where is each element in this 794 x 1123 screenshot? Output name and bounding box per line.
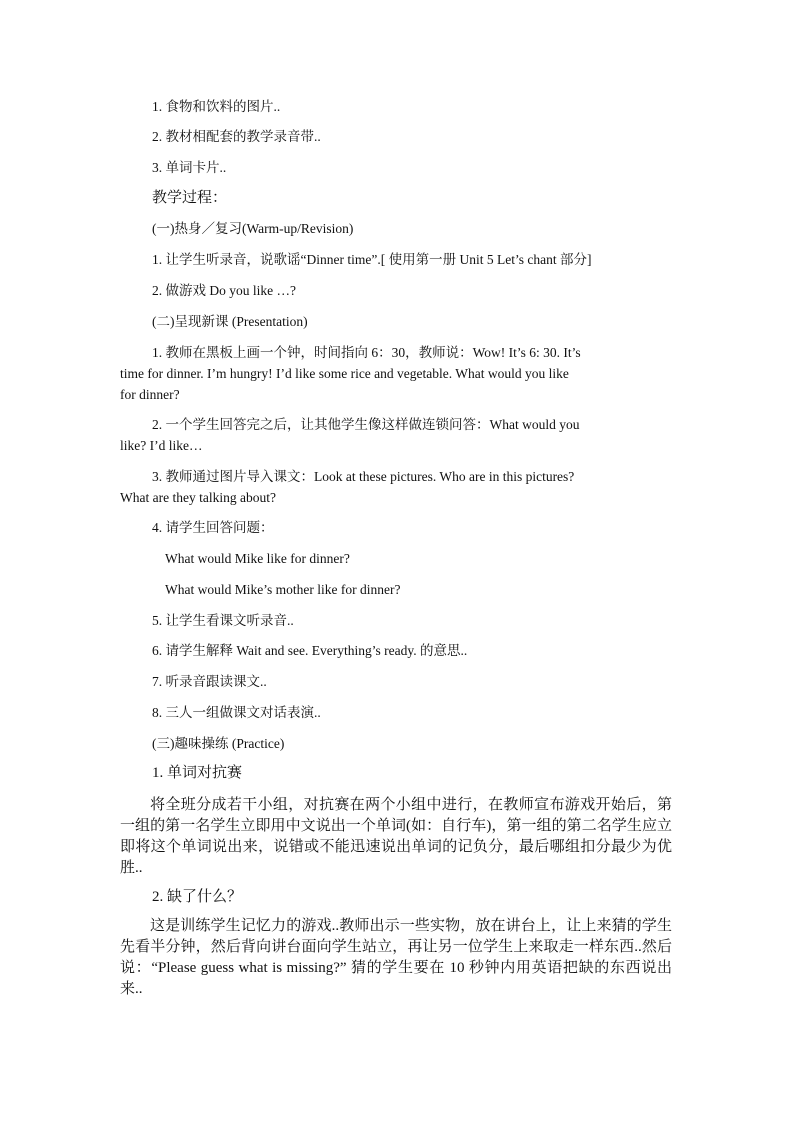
presentation-step-5: 5. 让学生看课文听录音.. bbox=[152, 613, 294, 628]
warmup-step-1: 1. 让学生听录音，说歌谣“Dinner time”.[ 使用第一册 Unit 5 Let’s chant 部分] bbox=[152, 252, 592, 267]
presentation-step-8: 8. 三人一组做课文对话表演.. bbox=[152, 705, 321, 720]
section-warmup-heading: (一)热身／复习(Warm-up/Revision) bbox=[152, 221, 354, 236]
presentation-step-1-line-1: 1. 教师在黑板上画一个钟，时间指向 6：30，教师说：Wow! It’s 6: 30. It’s bbox=[152, 345, 581, 360]
presentation-step-4: 4. 请学生回答问题： bbox=[152, 520, 274, 535]
practice-game-2-title: 2. 缺了什么？ bbox=[152, 889, 243, 905]
presentation-step-3-line-2: What are they talking about? bbox=[120, 490, 276, 505]
material-item-3: 3. 单词卡片.. bbox=[152, 160, 227, 175]
presentation-step-6: 6. 请学生解释 Wait and see. Everything’s ready. 的意思.. bbox=[152, 643, 468, 658]
section-practice-heading: (三)趣味操练 (Practice) bbox=[152, 736, 285, 751]
presentation-step-1-line-3: for dinner? bbox=[120, 387, 180, 402]
warmup-step-2: 2. 做游戏 Do you like …? bbox=[152, 283, 296, 298]
material-item-1: 1. 食物和饮料的图片.. bbox=[152, 99, 281, 114]
section-presentation-heading: (二)呈现新课 (Presentation) bbox=[152, 314, 308, 329]
presentation-step-1-line-2: time for dinner. I’m hungry! I’d like some rice and vegetable. What would you like bbox=[120, 366, 569, 381]
practice-game-2-description: 这是训练学生记忆力的游戏..教师出示一些实物，放在讲台上，让上来猜的学生先看半分钟，然后背向讲台面向学生站立，再让另一位学生上来取走一样东西..然后说：“Please guess what is missing?” 猜的学生要在 10 秒钟内用英语把缺的东西说出来.. bbox=[120, 918, 672, 997]
presentation-step-7: 7. 听录音跟读课文.. bbox=[152, 674, 267, 689]
presentation-step-3-line-1: 3. 教师通过图片导入课文：Look at these pictures. Who are in this pictures? bbox=[152, 469, 575, 484]
practice-game-1-title: 1. 单词对抗赛 bbox=[152, 765, 243, 781]
presentation-step-2-line-1: 2. 一个学生回答完之后，让其他学生像这样做连锁问答：What would you bbox=[152, 417, 580, 432]
question-2: What would Mike’s mother like for dinner? bbox=[165, 582, 401, 597]
section-heading-process: 教学过程： bbox=[152, 190, 228, 206]
question-1: What would Mike like for dinner? bbox=[165, 551, 350, 566]
presentation-step-2-line-2: like? I’d like… bbox=[120, 438, 203, 453]
material-item-2: 2. 教材相配套的教学录音带.. bbox=[152, 129, 321, 144]
practice-game-1-description: 将全班分成若干小组，对抗赛在两个小组中进行，在教师宣布游戏开始后，第一组的第一名学生立即用中文说出一个单词(如：自行车)，第一组的第二名学生应立即将这个单词说出来，说错或不能迅速说出单词的记负分，最后哪组扣分最少为优胜.. bbox=[120, 797, 672, 876]
